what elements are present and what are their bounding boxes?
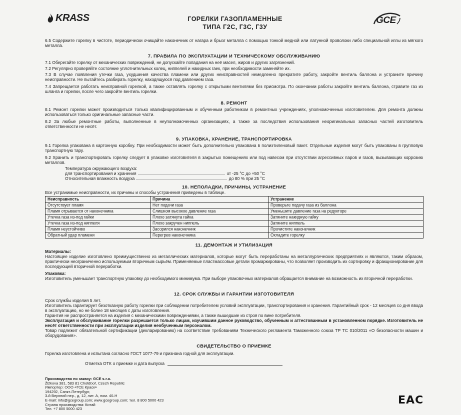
table-cell: Пламя неустойчиво xyxy=(45,226,150,232)
section-12-heading: 12. СРОК СЛУЖБЫ И ГАРАНТИИ ИЗГОТОВИТЕЛЯ xyxy=(173,291,295,297)
acceptance-statement: Горелка изготовлена и испытана согласно ГОСТ 1077-79 и признана годной для эксплуатации. xyxy=(45,351,235,356)
condition-label: Относительная влажность воздуха xyxy=(65,176,135,181)
service-life: Срок службы изделия 5 лет. xyxy=(45,298,101,303)
clause-9-1: 9.1 Горелка упакована в картонную коробку. При необходимости может быть дополнительно упакована в полиэтиленовый пакет. Отдельные изделия могут быть упакованы в групповую транспортную тару. xyxy=(45,143,423,153)
dot-leader xyxy=(137,176,227,180)
table-cell: Утечка газа из-под гайки xyxy=(45,214,150,220)
condition-value: от -25 °С до +50 °С xyxy=(226,171,265,176)
contact-line: Тел. +7 800 5000 423 xyxy=(45,406,83,412)
contact-line: 194292, Санкт-Петербург, xyxy=(45,389,91,394)
table-cell: Слишком высокое давление газа xyxy=(150,208,268,214)
clause-7-2: 7.2 Регулярно проверяйте состояние уплотнительных колец, ниппелей и накидных гаек, при необходимости заменяйте их. xyxy=(45,66,291,71)
condition-label: для транспортирования и хранения xyxy=(65,171,137,176)
table-cell: Проверьте подачу газа из баллона xyxy=(268,202,423,208)
contact-line: Страна производства: Китай xyxy=(45,402,96,407)
clause-8-2: 8.2 За любые ремонтные работы, выполненные в неуполномоченных организациях, а также за последствия использования неоригинальных запасных частей изготовитель ответственности не несёт. xyxy=(45,119,423,129)
clause-9-2: 9.2 Хранить и транспортировать горелку следует в упаковке изготовителя в закрытых помещениях или под навесом при отсутствии агрессивных паров и газов, вызывающих коррозию металлов. xyxy=(45,155,423,165)
table-cell: Затяните ниппель xyxy=(268,220,423,226)
otk-mark xyxy=(85,361,282,366)
troubleshooting-table xyxy=(45,196,424,239)
clause-6-5: 6.5 Содержите горелку в чистоте, периодически очищайте наконечник от нагара и брызг металла с помощью тонкой медной или латунной проволоки либо специальной иглы из мягкого металла. xyxy=(45,38,423,48)
table-cell: Отсутствует пламя xyxy=(45,202,150,208)
clause-7-1: 7.1 Оберегайте горелку от механических повреждений, не допускайте попадания на неё масел, жиров и других загрязнений. xyxy=(45,60,295,65)
packaging-label: Упаковка: xyxy=(45,271,66,276)
packaging-text: Изготовитель уменьшает транспортную упаковку до необходимого минимума. При выборе упаковочных материалов обращается внимание на возможность их вторичной переработки. xyxy=(45,276,413,281)
clause-8-1: 8.1 Ремонт горелки может производиться только квалифицированным и обученным работником в ремонтных учреждениях, уполномоченных изготовителем. Для ремонта должны использоваться только оригинальные запасные части. xyxy=(45,107,423,117)
table-cell: Прочистите наконечник xyxy=(268,226,423,232)
certification-text: Товар подлежит обязательной сертификации (декларированию) на соответствие требованиям Технического регламента Таможенного союза ТР ТС 010/2011 «О безопасности машин и оборудования». xyxy=(45,328,423,338)
contact-line: 3-й Верхний пер., д. 12, лит. А, пом. 40-Н xyxy=(45,393,118,399)
table-cell: Перегрев наконечника xyxy=(150,232,268,238)
section-11-heading: 11. ДЕМОНТАЖ И УТИЛИЗАЦИЯ xyxy=(195,242,273,248)
table-cell: Охладите горелку xyxy=(268,232,423,238)
otk-mark-label: Отметка ОТК о приемке и дата выпуска xyxy=(85,361,165,366)
table-cell: Плохо затянута гайка xyxy=(150,214,268,220)
table-cell: Плохо закручен ниппель xyxy=(150,220,268,226)
column-header-remedy: Устранение xyxy=(268,196,423,202)
section-8-heading: 8. РЕМОНТ xyxy=(220,100,248,106)
operator-notice: Эксплуатация и обслуживание горелки разрешается только лицам, изучившим данное руководство, обученным и аттестованным в установленном порядке. Изготовитель не несёт ответственности при эксплуатации изделия необученным персоналом. xyxy=(45,318,423,328)
manufacturer-contacts xyxy=(45,377,305,411)
warranty-text: Изготовитель гарантирует безотказную работу горелки при соблюдении потребителем условий эксплуатации, транспортирования и хранения. Гарантийный срок - 12 месяцев со дня ввода в эксплуатацию, но не более 18 месяцев с даты изготовления. xyxy=(45,303,423,313)
table-cell: Обратный удар пламени xyxy=(45,232,150,238)
krass-logo-text: KRASS xyxy=(55,12,90,24)
warranty-exclusions: Гарантия не распространяется на изделия с механическими повреждениями, а также вышедшие из строя по вине потребителя. xyxy=(45,313,302,318)
table-cell: Засорился наконечник xyxy=(150,226,268,232)
materials-text: Настоящее изделие изготовлено преимущественно из металлических материалов, которые могут быть переработаны на металлургических предприятиях и являются, таким образом, практически неограниченно используемым вторичным сырьём. Применяемые пластмассовые детали промаркированы, что позволяет производить их сортировку и фракционирование для последующей вторичной переработки. xyxy=(45,254,423,269)
contact-line: E-mail: info@gcegroup.com; www.gcegroup.com; тел. 8 800 5000 423 xyxy=(45,397,164,403)
gce-logo xyxy=(372,11,402,27)
dot-leader xyxy=(138,171,224,175)
clause-7-3: 7.3 В случае появления утечки газа, ухудшения качества пламени или других неисправностей немедленно прекратите работу, закройте вентиль баллона и устраните причину неисправности. Не пытайтесь разбирать горелку, находящуюся под давлением газа. xyxy=(45,72,423,82)
table-cell: Затяните накидную гайку xyxy=(268,214,423,220)
column-header-cause: Причина xyxy=(150,196,268,202)
section-10-intro: Все устранимые неисправности, их причины и способы устранения приведены в таблице. xyxy=(45,190,226,195)
table-cell: Нет подачи газа xyxy=(150,202,268,208)
table-cell: Утечка газа из-под ниппеля xyxy=(45,220,150,226)
section-10-heading: 10. НЕПОЛАДКИ, ПРИЧИНЫ, УСТРАНЕНИЕ xyxy=(182,184,286,190)
ordered-by: GCE s.r.o. xyxy=(92,376,112,381)
column-header-fault: Неисправность xyxy=(45,196,150,202)
acceptance-heading: СВИДЕТЕЛЬСТВО О ПРИЕМКЕ xyxy=(196,343,272,349)
table-cell: Уменьшите давление газа на редукторе xyxy=(268,208,423,214)
table-row xyxy=(45,232,423,238)
condition-value: до 80 % при 25 °С xyxy=(228,176,265,181)
storage-conditions xyxy=(65,166,265,181)
section-7-heading: 7. ПРАВИЛА ПО ЭКСПЛУАТАЦИИ И ТЕХНИЧЕСКОМУ ОБСЛУЖИВАНИЮ xyxy=(147,53,321,59)
gce-logo-text: GCE xyxy=(376,15,396,26)
signature-line xyxy=(167,362,282,367)
document-title-line1: ГОРЕЛКИ ГАЗОПЛАМЕННЫЕ xyxy=(187,15,283,23)
document-title-line2: ТИПА Г2С, Г3С, Г3У xyxy=(202,23,268,31)
contact-line: Žižkova 381, 583 81 Chotěboř, Czech Republic xyxy=(45,380,125,386)
eac-mark: EAC xyxy=(398,394,424,407)
condition-row xyxy=(65,176,265,181)
contact-line: Импортер: ООО «ГСЕ Краск» xyxy=(45,385,97,390)
materials-label: Материалы: xyxy=(45,249,72,254)
table-cell: Пламя отрывается от наконечника xyxy=(45,208,150,214)
condition-label: Температура окружающего воздуха: xyxy=(65,166,138,171)
ordered-by-label: Производство по заказу: xyxy=(45,376,92,381)
section-9-heading: 9. УПАКОВКА, ХРАНЕНИЕ, ТРАНСПОРТИРОВКА xyxy=(176,136,292,142)
clause-7-4: 7.4 Запрещается работать неисправной горелкой, а также оставлять горелку с открытыми вентилями без присмотра. По окончании работы закройте вентиль баллона, стравите газ из шланга и горелки, после чего закройте вентиль горелки. xyxy=(45,84,423,94)
